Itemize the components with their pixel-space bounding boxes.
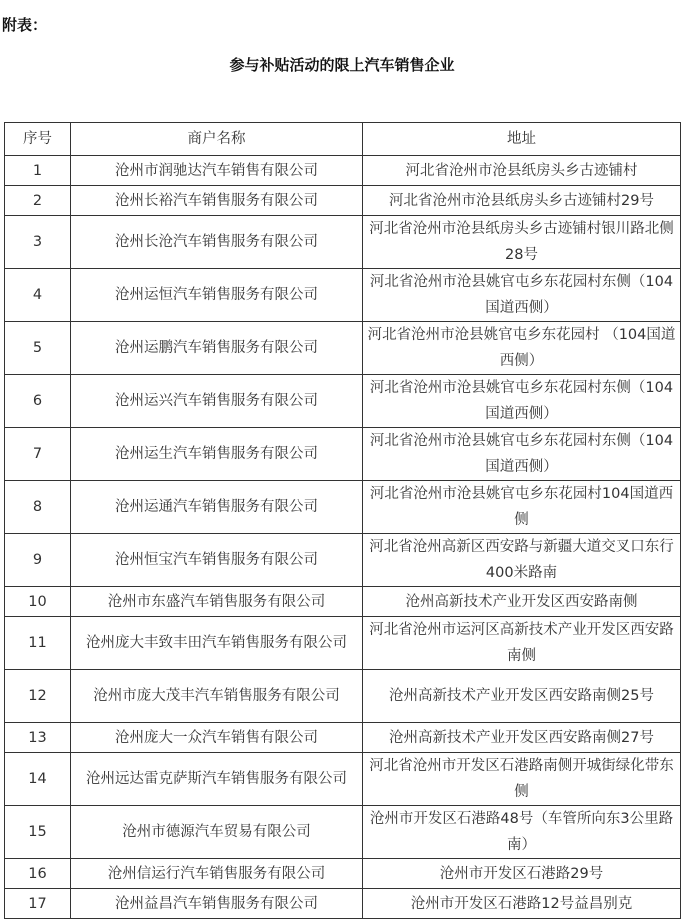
cell-address: 沧州高新技术产业开发区西安路南侧27号 [363,723,681,753]
cell-serial-number: 12 [5,670,71,723]
cell-merchant-name: 沧州远达雷克萨斯汽车销售服务有限公司 [71,753,363,806]
table-row [5,156,681,186]
header-merchant-name: 商户名称 [71,123,363,156]
cell-merchant-name: 沧州信运行汽车销售服务有限公司 [71,859,363,889]
cell-address: 河北省沧州市沧县纸房头乡古迹铺村 [363,156,681,186]
table-row [5,859,681,889]
table-header-row [5,123,681,156]
cell-serial-number: 8 [5,481,71,534]
cell-address: 沧州市开发区石港路48号（车管所向东3公里路南） [363,806,681,859]
cell-merchant-name: 沧州市庞大茂丰汽车销售服务有限公司 [71,670,363,723]
cell-address: 河北省沧州市沧县纸房头乡古迹铺村银川路北侧28号 [363,216,681,269]
cell-serial-number: 6 [5,375,71,428]
table-row [5,587,681,617]
cell-merchant-name: 沧州运通汽车销售服务有限公司 [71,481,363,534]
cell-address: 沧州市开发区石港路29号 [363,859,681,889]
cell-address: 河北省沧州市沧县纸房头乡古迹铺村29号 [363,186,681,216]
document-title: 参与补贴活动的限上汽车销售企业 [229,56,455,74]
table-row [5,723,681,753]
header-address: 地址 [363,123,681,156]
cell-address: 河北省沧州市沧县姚官屯乡东花园村东侧（104国道西侧） [363,269,681,322]
cell-merchant-name: 沧州长沧汽车销售服务有限公司 [71,216,363,269]
cell-merchant-name: 沧州市东盛汽车销售服务有限公司 [71,587,363,617]
cell-serial-number: 13 [5,723,71,753]
table-row [5,481,681,534]
cell-address: 河北省沧州市运河区高新技术产业开发区西安路南侧 [363,617,681,670]
cell-serial-number: 3 [5,216,71,269]
cell-serial-number: 15 [5,806,71,859]
table-row [5,322,681,375]
cell-serial-number: 17 [5,889,71,919]
cell-address: 河北省沧州高新区西安路与新疆大道交叉口东行400米路南 [363,534,681,587]
cell-merchant-name: 沧州恒宝汽车销售服务有限公司 [71,534,363,587]
table-row [5,753,681,806]
cell-address: 沧州市开发区石港路12号益昌别克 [363,889,681,919]
cell-serial-number: 11 [5,617,71,670]
cell-merchant-name: 沧州运生汽车销售服务有限公司 [71,428,363,481]
cell-address: 沧州高新技术产业开发区西安路南侧 [363,587,681,617]
table-row [5,269,681,322]
cell-merchant-name: 沧州长裕汽车销售服务有限公司 [71,186,363,216]
cell-serial-number: 5 [5,322,71,375]
appendix-label: 附表： [2,16,48,34]
cell-serial-number: 9 [5,534,71,587]
dealer-table [4,122,681,919]
cell-serial-number: 4 [5,269,71,322]
cell-serial-number: 1 [5,156,71,186]
cell-merchant-name: 沧州庞大一众汽车销售有限公司 [71,723,363,753]
cell-address: 河北省沧州市沧县姚官屯乡东花园村 （104国道西侧） [363,322,681,375]
table-row [5,375,681,428]
cell-merchant-name: 沧州运鹏汽车销售服务有限公司 [71,322,363,375]
cell-address: 河北省沧州市开发区石港路南侧开城街绿化带东侧 [363,753,681,806]
table-row [5,428,681,481]
cell-merchant-name: 沧州运恒汽车销售服务有限公司 [71,269,363,322]
cell-address: 河北省沧州市沧县姚官屯乡东花园村104国道西侧 [363,481,681,534]
cell-serial-number: 7 [5,428,71,481]
cell-address: 河北省沧州市沧县姚官屯乡东花园村东侧（104国道西侧） [363,428,681,481]
cell-merchant-name: 沧州运兴汽车销售服务有限公司 [71,375,363,428]
table-row [5,670,681,723]
header-serial-number: 序号 [5,123,71,156]
table-row [5,534,681,587]
cell-serial-number: 10 [5,587,71,617]
cell-merchant-name: 沧州益昌汽车销售服务有限公司 [71,889,363,919]
cell-merchant-name: 沧州市德源汽车贸易有限公司 [71,806,363,859]
table-row [5,186,681,216]
cell-merchant-name: 沧州庞大丰致丰田汽车销售服务有限公司 [71,617,363,670]
table-row [5,617,681,670]
cell-serial-number: 16 [5,859,71,889]
table-row [5,806,681,859]
table-row [5,216,681,269]
cell-address: 河北省沧州市沧县姚官屯乡东花园村东侧（104国道西侧） [363,375,681,428]
cell-address: 沧州高新技术产业开发区西安路南侧25号 [363,670,681,723]
cell-serial-number: 14 [5,753,71,806]
cell-merchant-name: 沧州市润驰达汽车销售有限公司 [71,156,363,186]
cell-serial-number: 2 [5,186,71,216]
